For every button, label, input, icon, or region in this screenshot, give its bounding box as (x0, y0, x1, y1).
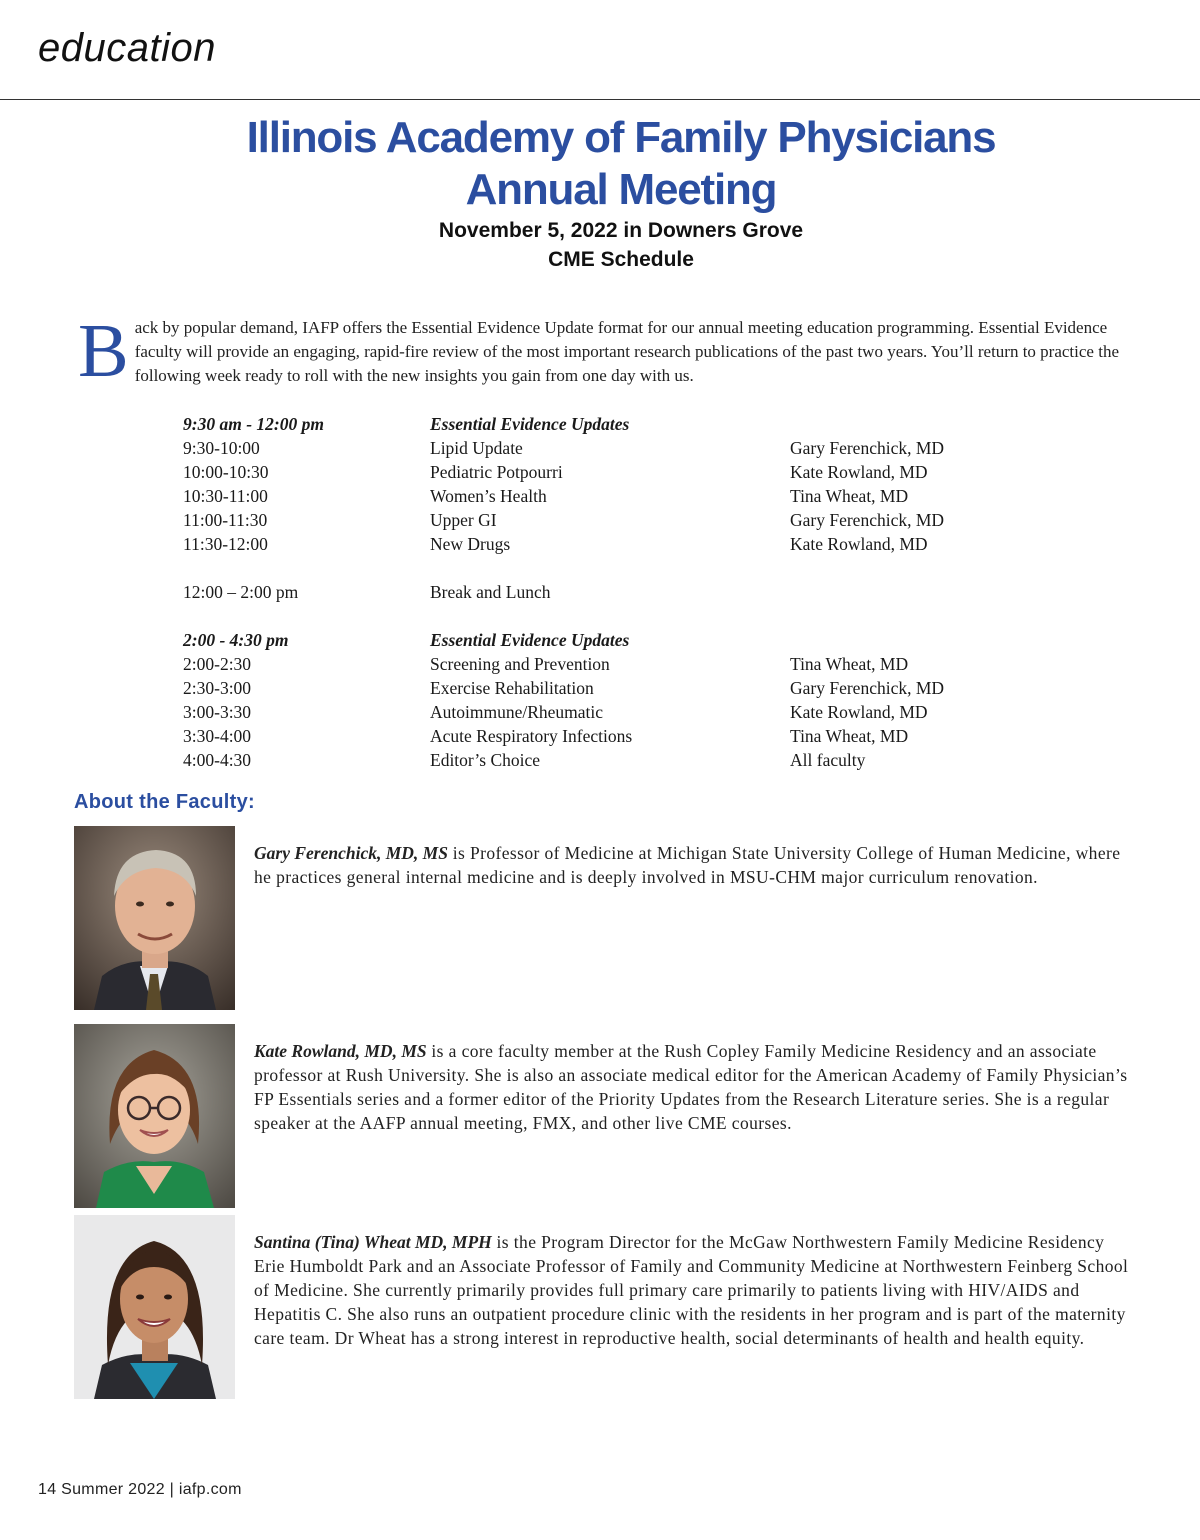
schedule-row (183, 700, 1003, 724)
schedule-row (183, 748, 1003, 772)
title-block (0, 112, 1200, 274)
schedule-row (183, 460, 1003, 484)
faculty-heading: About the Faculty: (74, 791, 255, 813)
session-time: 3:30-4:00 (183, 726, 252, 746)
headshot-image (74, 1024, 235, 1208)
faculty-name: Gary Ferenchick, MD, MS (254, 843, 448, 863)
schedule-row (183, 484, 1003, 508)
faculty-bio-text (254, 841, 1134, 889)
event-date: November 5, 2022 in Downers Grove (438, 219, 804, 242)
session-time: 10:30-11:00 (183, 486, 268, 506)
section-label: education (38, 26, 216, 70)
break-time: 12:00 – 2:00 pm (183, 582, 299, 602)
headshot-image (74, 826, 235, 1010)
headshot-image (74, 1215, 235, 1399)
session-topic: New Drugs (430, 534, 511, 554)
faculty-bio-text (254, 1230, 1134, 1350)
session-speaker: Tina Wheat, MD (790, 486, 909, 506)
session-speaker: Tina Wheat, MD (790, 726, 909, 746)
block-title: Essential Evidence Updates (430, 630, 630, 650)
intro-text: ack by popular demand, IAFP offers the Essential Evidence Update format for our annual meeting education programming. Essential Evidence faculty will provide an engaging, rapid-fire review of the most important research publications of the past two years. You’ll return to practice the following week ready to roll with the new insights you gain from one day with us. (134, 318, 1119, 385)
faculty-name: Kate Rowland, MD, MS (254, 1041, 427, 1061)
session-time: 2:00-2:30 (183, 654, 252, 674)
faculty-bio-text (254, 1039, 1134, 1135)
schedule-subtitle: CME Schedule (548, 248, 694, 271)
session-speaker: Gary Ferenchick, MD (790, 438, 945, 458)
faculty-description: is Professor of Medicine at Michigan State University College of Human Medicine, where he practices general internal medicine and is deeply involved in MSU-CHM major curriculum renovation. (254, 843, 1121, 887)
intro-paragraph (78, 309, 1134, 393)
faculty-photo (74, 1215, 235, 1399)
schedule-row (183, 676, 1003, 700)
schedule-block-header (183, 628, 1003, 652)
session-topic: Women’s Health (430, 486, 547, 506)
faculty-description: is a core faculty member at the Rush Copley Family Medicine Residency and an associate professor at Rush University. She is also an associate medical editor for the American Academy of Family Physician’s FP Essentials series and a former editor of the Priority Updates from the Research Literature series. She is a regular speaker at the AAFP annual meeting, FMX, and other live CME courses. (254, 1041, 1128, 1133)
session-topic: Upper GI (430, 510, 497, 530)
schedule-row (183, 436, 1003, 460)
page-title-line-1: Illinois Academy of Family Physicians (246, 113, 996, 162)
schedule-break-row (183, 580, 1003, 604)
block-time: 2:00 - 4:30 pm (183, 630, 289, 650)
session-speaker: Kate Rowland, MD (790, 462, 928, 482)
session-speaker: All faculty (790, 750, 866, 770)
page-footer: 14 Summer 2022 | iafp.com (38, 1481, 242, 1498)
session-topic: Pediatric Potpourri (430, 462, 563, 482)
schedule-row (183, 532, 1003, 556)
session-time: 10:00-10:30 (183, 462, 269, 482)
session-topic: Acute Respiratory Infections (430, 726, 633, 746)
session-time: 4:00-4:30 (183, 750, 252, 770)
block-title: Essential Evidence Updates (430, 414, 630, 434)
session-speaker: Kate Rowland, MD (790, 534, 928, 554)
faculty-photo (74, 826, 235, 1010)
faculty-photo (74, 1024, 235, 1208)
schedule-row (183, 724, 1003, 748)
session-topic: Editor’s Choice (430, 750, 541, 770)
schedule-block-header (183, 412, 1003, 436)
session-speaker: Gary Ferenchick, MD (790, 510, 945, 530)
session-topic: Screening and Prevention (430, 654, 610, 674)
break-label: Break and Lunch (430, 582, 551, 602)
faculty-description: is the Program Director for the McGaw Northwestern Family Medicine Residency Erie Humboldt Park and an Associate Professor of Family and Community Medicine at Northwestern Feinberg School of Medicine. She currently primarily provides full primary care primarily to patients living with HIV/AIDS and Hepatitis C. She also runs an outpatient procedure clinic with the residents in her program and is part of the maternity care team. Dr Wheat has a strong interest in reproductive health, social determinants of health and health equity. (254, 1232, 1129, 1348)
session-topic: Lipid Update (430, 438, 523, 458)
schedule-row (183, 652, 1003, 676)
session-time: 11:30-12:00 (183, 534, 268, 554)
session-time: 9:30-10:00 (183, 438, 260, 458)
session-time: 11:00-11:30 (183, 510, 268, 530)
page-title-line-2: Annual Meeting (465, 165, 777, 214)
session-topic: Exercise Rehabilitation (430, 678, 594, 698)
session-topic: Autoimmune/Rheumatic (430, 702, 604, 722)
session-speaker: Gary Ferenchick, MD (790, 678, 945, 698)
session-speaker: Tina Wheat, MD (790, 654, 909, 674)
session-time: 3:00-3:30 (183, 702, 252, 722)
session-time: 2:30-3:00 (183, 678, 252, 698)
faculty-name: Santina (Tina) Wheat MD, MPH (254, 1232, 492, 1252)
schedule-table (183, 412, 1003, 772)
schedule-row (183, 508, 1003, 532)
session-speaker: Kate Rowland, MD (790, 702, 928, 722)
header-rule (0, 99, 1200, 100)
block-time: 9:30 am - 12:00 pm (183, 414, 324, 434)
drop-cap: B (78, 309, 129, 393)
